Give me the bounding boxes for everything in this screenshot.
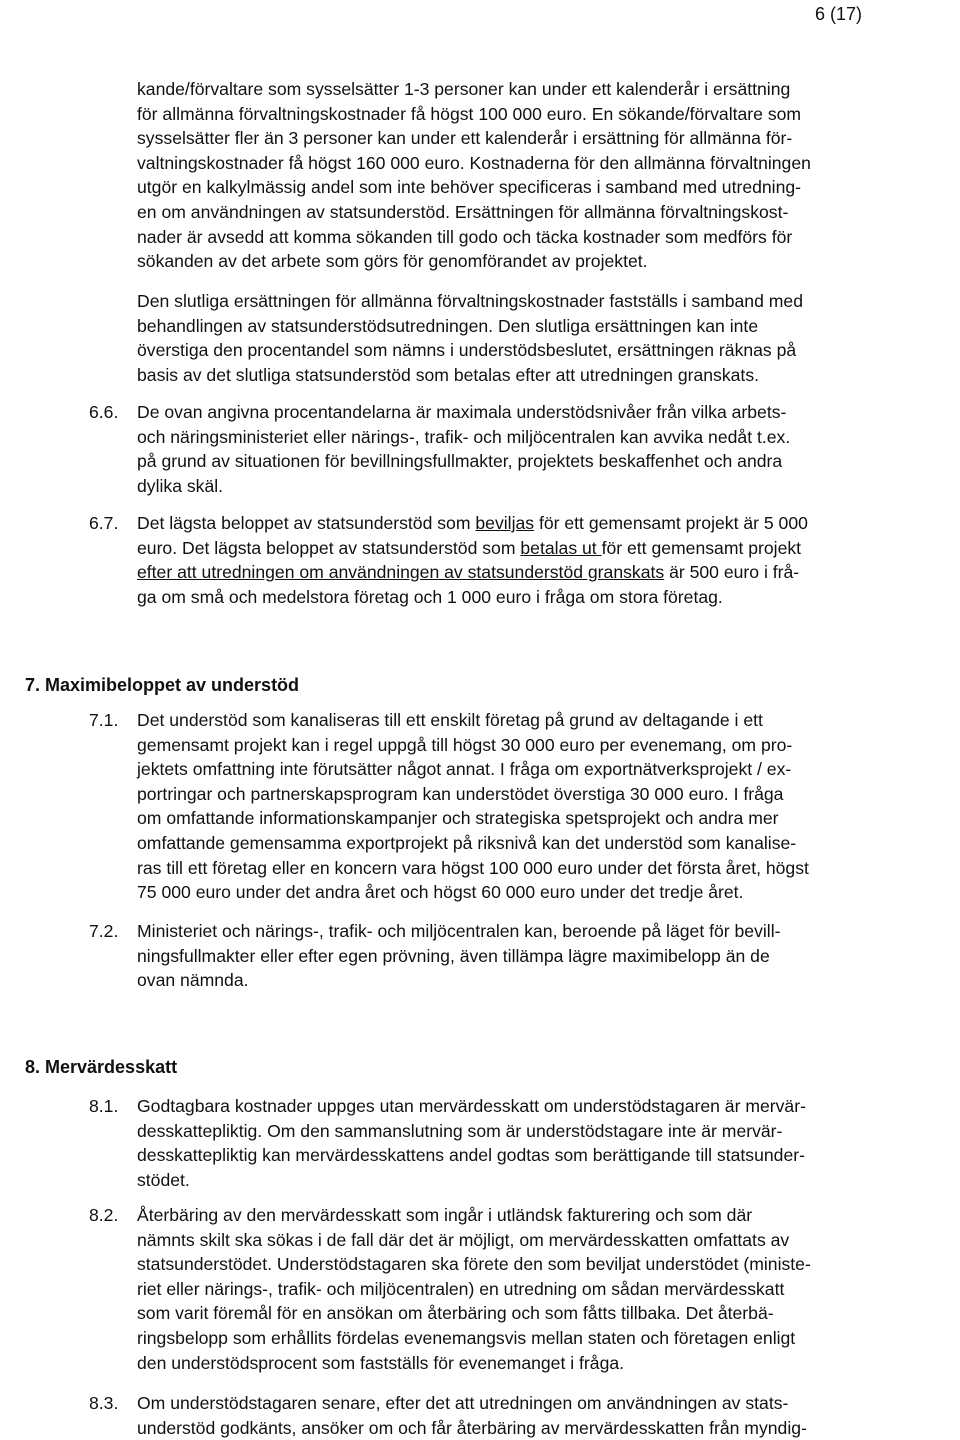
section-7-heading: 7. Maximibeloppet av understöd [25,675,300,695]
intro-paragraph-1 [137,77,957,274]
text-line: ga om små och medelstora företag och 1 000 euro i fråga om stora företag. [137,586,723,607]
item-number-6-7: 6.7. [89,513,119,533]
text-line: som varit föremål för en ansökan om återbäring och som fåtts tillbaka. Det återbä- [137,1303,774,1324]
item-number-7-2: 7.2. [89,921,119,941]
text-line: utgör en kalkylmässig andel som inte behöver specificeras i samband med utredning- [137,177,802,198]
text-line: understöd godkänts, ansöker om och får återbäring av mervärdesskatten från myndig- [137,1417,807,1438]
text-line: kande/förvaltare som sysselsätter 1-3 personer kan under ett kalenderår i ersättning [137,79,791,99]
text-line: statsunderstödet. Understödstagaren ska förete den som beviljat understödet (ministe- [137,1254,811,1275]
item-8-3-text [137,1391,957,1440]
text-line: dylika skäl. [137,475,224,496]
item-number-8-1: 8.1. [89,1096,119,1116]
item-8-1-text [137,1094,957,1192]
text-line: Det understöd som kanaliseras till ett enskilt företag på grund av deltagande i ett [137,710,763,730]
text-line: gemensamt projekt kan i regel uppgå till högst 30 000 euro per evenemang, om pro- [137,734,793,755]
text-line: riet eller närings-, trafik- och miljöcentralen) en utredning om sådan mervärdesskatt [137,1278,785,1299]
text-line: nämnts skilt ska sökas i de fall där det är möjligt, om mervärdesskatten omfattats av [137,1229,790,1250]
text-line: basis av det slutliga statsunderstöd som betalas efter att utredningen granskats. [137,364,760,385]
item-7-1-text [137,708,957,905]
text-line: behandlingen av statsunderstödsutredningen. Den slutliga ersättningen kan inte [137,315,759,336]
text-line: för allmänna förvaltningskostnader få högst 100 000 euro. En sökande/förvaltare som [137,103,802,124]
item-number-8-2: 8.2. [89,1205,119,1225]
text-segment: euro. Det lägsta beloppet av statsunderstöd som [137,537,521,558]
item-number-8-3: 8.3. [89,1393,119,1413]
text-line: och näringsministeriet eller närings-, trafik- och miljöcentralen kan avvika nedåt t.ex. [137,426,791,447]
text-line [137,536,957,561]
text-line: den understödsprocent som fastställs för evenemanget i fråga. [137,1352,625,1373]
text-line: portringar och partnerskapsprogram kan understödet överstiga 30 000 euro. I fråga [137,783,784,804]
text-line: stödet. [137,1169,190,1190]
text-line: sysselsätter fler än 3 personer kan under ett kalenderår i ersättning för allmänna för- [137,128,793,149]
text-line: Om understödstagaren senare, efter det att utredningen om användningen av stats- [137,1393,789,1413]
text-line: om omfattande informationskampanjer och strategiska spetsprojekt och andra mer [137,808,779,829]
text-segment: Det lägsta beloppet av statsunderstöd som [137,513,476,533]
text-line: ovan nämnda. [137,970,249,991]
text-line: Återbäring av den mervärdesskatt som ingår i utländsk fakturering och som där [137,1205,753,1225]
text-line [137,511,957,536]
text-line: Den slutliga ersättningen för allmänna förvaltningskostnader fastställs i samband med [137,291,803,311]
intro-paragraph-2 [137,289,957,387]
text-segment: för ett gemensamt projekt är 5 000 [534,513,808,533]
item-number-7-1: 7.1. [89,710,119,730]
text-line: ras till ett företag eller en koncern vara högst 100 000 euro under det första året, högst [137,857,809,878]
page-number: 6 (17) [814,4,862,24]
text-line: överstiga den procentandel som nämns i understödsbeslutet, ersättningen räknas på [137,340,797,361]
item-6-7-text [137,511,957,609]
text-line: ningsfullmakter eller efter egen prövning, även tillämpa lägre maximibelopp än de [137,945,770,966]
text-line [137,560,957,585]
item-8-2-text [137,1203,957,1375]
item-6-6-text [137,400,957,498]
text-segment: för ett gemensamt projekt [601,537,802,558]
text-line: desskattepliktig. Om den sammanslutning som är understödstagare inte är mervär- [137,1120,783,1141]
text-line: Godtagbara kostnader uppges utan mervärdesskatt om understödstagaren är mervär- [137,1096,806,1116]
text-line: 75 000 euro under det andra året och högst 60 000 euro under det tredje året. [137,882,744,903]
text-line: jektets omfattning inte förutsätter något annat. I fråga om exportnätverksprojekt / ex- [137,759,792,780]
underlined-text: beviljas [475,513,535,533]
text-line: valtningskostnader få högst 160 000 euro. Kostnaderna för den allmänna förvaltningen [137,152,811,173]
text-segment: är 500 euro i frå- [664,562,800,583]
text-line: Ministeriet och närings-, trafik- och miljöcentralen kan, beroende på läget för bevill- [137,921,781,941]
underlined-text: betalas ut [520,537,602,558]
item-number-6-6: 6.6. [89,402,119,422]
item-7-2-text [137,919,957,993]
text-line: nader är avsedd att komma sökanden till godo och täcka kostnader som medförs för [137,226,793,247]
text-line: De ovan angivna procentandelarna är maximala understödsnivåer från vilka arbets- [137,402,787,422]
text-line: sökanden av det arbete som görs för genomförandet av projektet. [137,251,648,272]
underlined-text: efter att utredningen om användningen av statsunderstöd granskats [137,562,665,583]
text-line: desskattepliktig kan mervärdesskattens andel godtas som berättigande till statsunder- [137,1145,805,1166]
text-line: omfattande gemensamma exportprojekt på riksnivå kan det understöd som kanalise- [137,832,797,853]
text-line: ringsbelopp som erhållits fördelas evenemangsvis mellan staten och företagen enligt [137,1327,796,1348]
section-8-heading: 8. Mervärdesskatt [25,1057,178,1077]
text-line: en om användningen av statsunderstöd. Ersättningen för allmänna förvaltningskost- [137,201,789,222]
text-line: på grund av situationen för bevillningsfullmakter, projektets beskaffenhet och andra [137,451,783,472]
